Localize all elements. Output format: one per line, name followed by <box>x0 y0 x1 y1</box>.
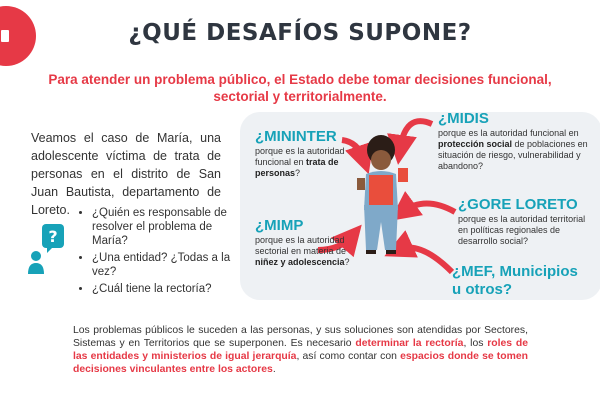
gore-block <box>458 196 586 247</box>
gore-title: ¿GORE LORETO <box>458 196 578 213</box>
arrow-mef <box>398 248 452 272</box>
page-title: ¿QUÉ DESAFÍOS SUPONE? <box>128 20 472 46</box>
mef-block <box>452 263 592 299</box>
mimp-title: ¿MIMP <box>255 217 304 234</box>
mimp-block <box>255 217 365 268</box>
arrow-midis <box>400 121 432 150</box>
mef-line2: u otros? <box>452 281 512 298</box>
mininter-title: ¿MININTER <box>255 128 337 145</box>
conclusion-text: Los problemas públicos le suceden a las personas, y sus soluciones son atendidas por Sectores, Sistemas y en Territorios que se superponen. Es necesario determinar la rectoría, los roles de las entidades y ministerios de igual jerarquía, así como contar con espacios donde se tomen decisiones vinculantes entre los actores. <box>73 325 528 375</box>
midis-block <box>438 110 588 172</box>
subtitle: Para atender un problema público, el Estado debe tomar decisiones funcional, sectorial y territorialmente. <box>48 72 552 104</box>
list-item: • ¿Quién es responsable de resolver el problema de María? <box>92 206 242 248</box>
gore-text: porque es la autoridad territorial en políticas regionales de desarrollo social? <box>458 214 586 246</box>
mininter-block <box>255 128 360 179</box>
midis-title: ¿MIDIS <box>438 110 489 127</box>
list-item: • ¿Una entidad? ¿Todas a la vez? <box>92 251 242 279</box>
mininter-text: porque es la autoridad funcional en trata de personas? <box>255 146 345 178</box>
midis-text: porque es la autoridad funcional en protección social de poblaciones en situación de riesgo, vulnerabilidad y abandono? <box>438 128 588 171</box>
mimp-text: porque es la autoridad sectorial en materia de niñez y adolescencia? <box>255 235 350 267</box>
list-item: • ¿Cuál tiene la rectoría? <box>92 282 242 296</box>
mef-line1: ¿MEF, Municipios <box>452 263 578 280</box>
case-intro: Veamos el caso de María, una adolescente víctima de trata de personas en el distrito de San Juan Bautista, departamento de Loreto. <box>31 131 221 217</box>
svg-text:?: ? <box>48 227 58 246</box>
arrow-gore <box>402 204 455 213</box>
